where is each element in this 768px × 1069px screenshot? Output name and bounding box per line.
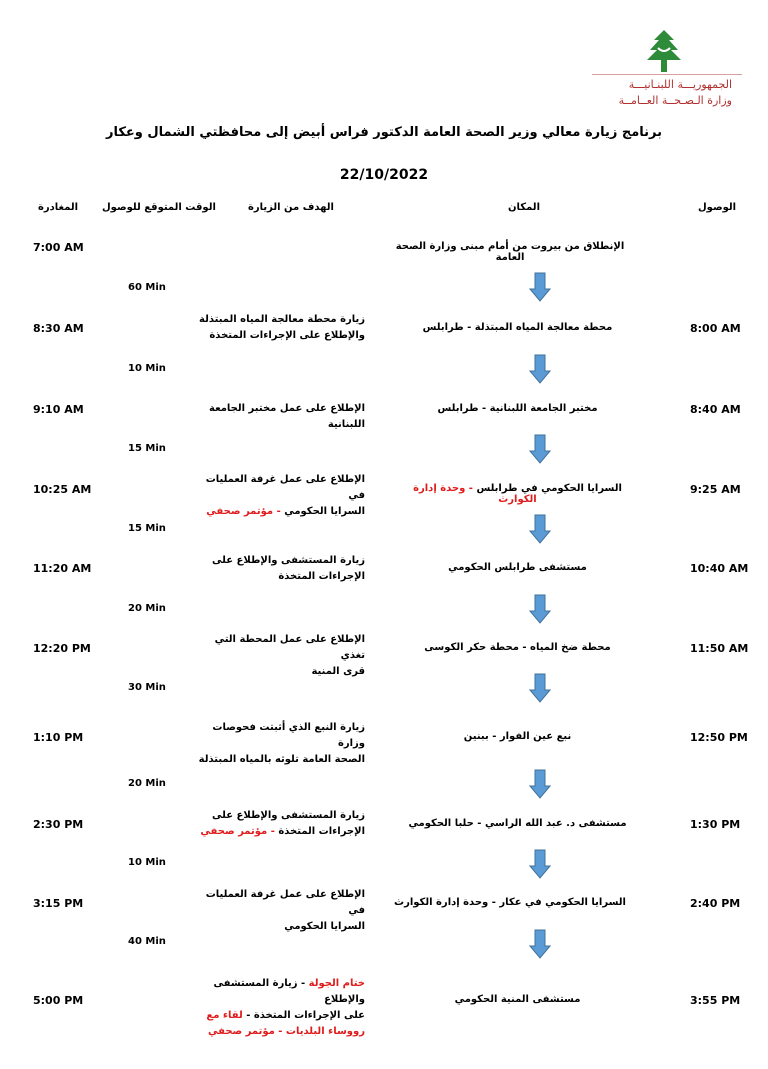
- down-arrow-icon: [529, 769, 551, 799]
- purpose: ختام الجولة - زيارة المستشفى والإطلاع على الإجراءات المتخذة - لقاء مع رووساء البلديات - مؤتمر صحفي: [206, 978, 365, 1037]
- place: نبع عين الفوار - ببنين: [463, 731, 572, 742]
- purpose: زيارة المستشفى والإطلاع على الإجراءات المتخذة: [212, 555, 365, 582]
- departure-time: 5:00 PM: [33, 994, 84, 1007]
- document-date: 22/10/2022: [339, 167, 429, 183]
- arrival-time: 12:50 PM: [690, 731, 748, 744]
- logo-republic-text: الجمهوريـــة اللبنـانيـــة: [628, 78, 732, 91]
- departure-time: 10:25 AM: [33, 483, 92, 496]
- purpose: الإطلاع على عمل غرفة العمليات في السرايا الحكومي: [205, 889, 365, 932]
- arrival-time: 10:40 AM: [690, 562, 749, 575]
- arrival-time: 8:40 AM: [690, 403, 741, 416]
- arrival-time: 8:00 AM: [690, 322, 741, 335]
- place: محطة معالجة المياه المبتذلة - طرابلس: [422, 322, 613, 333]
- place: مستشفى د. عبد الله الراسي - حلبا الحكومي: [408, 818, 627, 829]
- departure-time: 2:30 PM: [33, 818, 84, 831]
- arrival-time: 2:40 PM: [690, 897, 741, 910]
- down-arrow-icon: [529, 354, 551, 384]
- purpose: الإطلاع على عمل غرفة العمليات في السرايا الحكومي - مؤتمر صحفي: [205, 474, 365, 517]
- arrival-time: 9:25 AM: [690, 483, 741, 496]
- start-place: الإنطلاق من بيروت من أمام مبنى وزارة الصحة العامة: [395, 241, 625, 263]
- arrival-time: 3:55 PM: [690, 994, 741, 1007]
- place: محطة ضخ المياه - محطة حكر الكوسى: [424, 642, 611, 653]
- purpose: الإطلاع على عمل مختبر الجامعة اللبنانية: [209, 403, 365, 430]
- departure-time: 11:20 AM: [33, 562, 92, 575]
- duration: 20 Min: [128, 778, 166, 789]
- departure-time: 12:20 PM: [33, 642, 91, 655]
- ministry-logo: [592, 28, 742, 118]
- duration: 15 Min: [128, 443, 166, 454]
- duration: 40 Min: [128, 936, 166, 947]
- place: مختبر الجامعة اللبنانية - طرابلس: [437, 403, 598, 414]
- purpose: الإطلاع على عمل المحطة التي تغذي قرى المنية: [214, 634, 365, 677]
- purpose: زيارة النبع الذي أثبتت فحوصات وزارة الصحة العامة تلوثه بالمياه المبتذلة: [198, 722, 365, 765]
- header-purpose: الهدف من الزيارة: [248, 202, 334, 213]
- departure-time: 8:30 AM: [33, 322, 84, 335]
- place: مستشفى المنية الحكومي: [454, 994, 581, 1005]
- purpose: زيارة المستشفى والإطلاع على الإجراءات المتخذة - مؤتمر صحفي: [200, 810, 365, 837]
- arrival-time: 11:50 AM: [690, 642, 749, 655]
- duration: 15 Min: [128, 523, 166, 534]
- duration: 10 Min: [128, 363, 166, 374]
- start-departure: 7:00 AM: [33, 241, 84, 254]
- down-arrow-icon: [529, 849, 551, 879]
- down-arrow-icon: [529, 434, 551, 464]
- header-departure: المغادرة: [38, 202, 79, 213]
- departure-time: 1:10 PM: [33, 731, 84, 744]
- purpose: زيارة محطة معالجة المياه المبتذلة والإطلاع على الإجراءات المتخذة: [199, 314, 365, 341]
- down-arrow-icon: [529, 594, 551, 624]
- down-arrow-icon: [529, 514, 551, 544]
- departure-time: 3:15 PM: [33, 897, 84, 910]
- arrival-time: 1:30 PM: [690, 818, 741, 831]
- place: مستشفى طرابلس الحكومي: [448, 562, 587, 573]
- duration: 20 Min: [128, 603, 166, 614]
- header-place: المكان: [508, 202, 540, 213]
- duration: 10 Min: [128, 857, 166, 868]
- departure-time: 9:10 AM: [33, 403, 84, 416]
- duration: 60 Min: [128, 282, 166, 293]
- place: السرايا الحكومي في عكار - وحدة إدارة الكوارث: [394, 897, 626, 908]
- down-arrow-icon: [529, 673, 551, 703]
- down-arrow-icon: [529, 929, 551, 959]
- down-arrow-icon: [529, 272, 551, 302]
- logo-divider: [592, 74, 742, 75]
- header-expected-time: الوقت المتوقع للوصول: [102, 202, 216, 213]
- cedar-tree-icon: [644, 28, 684, 74]
- logo-ministry-text: وزارة الـصـحــة العــامــة: [618, 94, 732, 107]
- place: السرايا الحكومي في طرابلس - وحدة إدارة الكوارث: [413, 483, 622, 505]
- document-title: برنامج زيارة معالي وزير الصحة العامة الدكتور فراس أبيض إلى محافظتي الشمال وعكار: [105, 125, 663, 140]
- header-arrival: الوصول: [698, 202, 737, 213]
- duration: 30 Min: [128, 682, 166, 693]
